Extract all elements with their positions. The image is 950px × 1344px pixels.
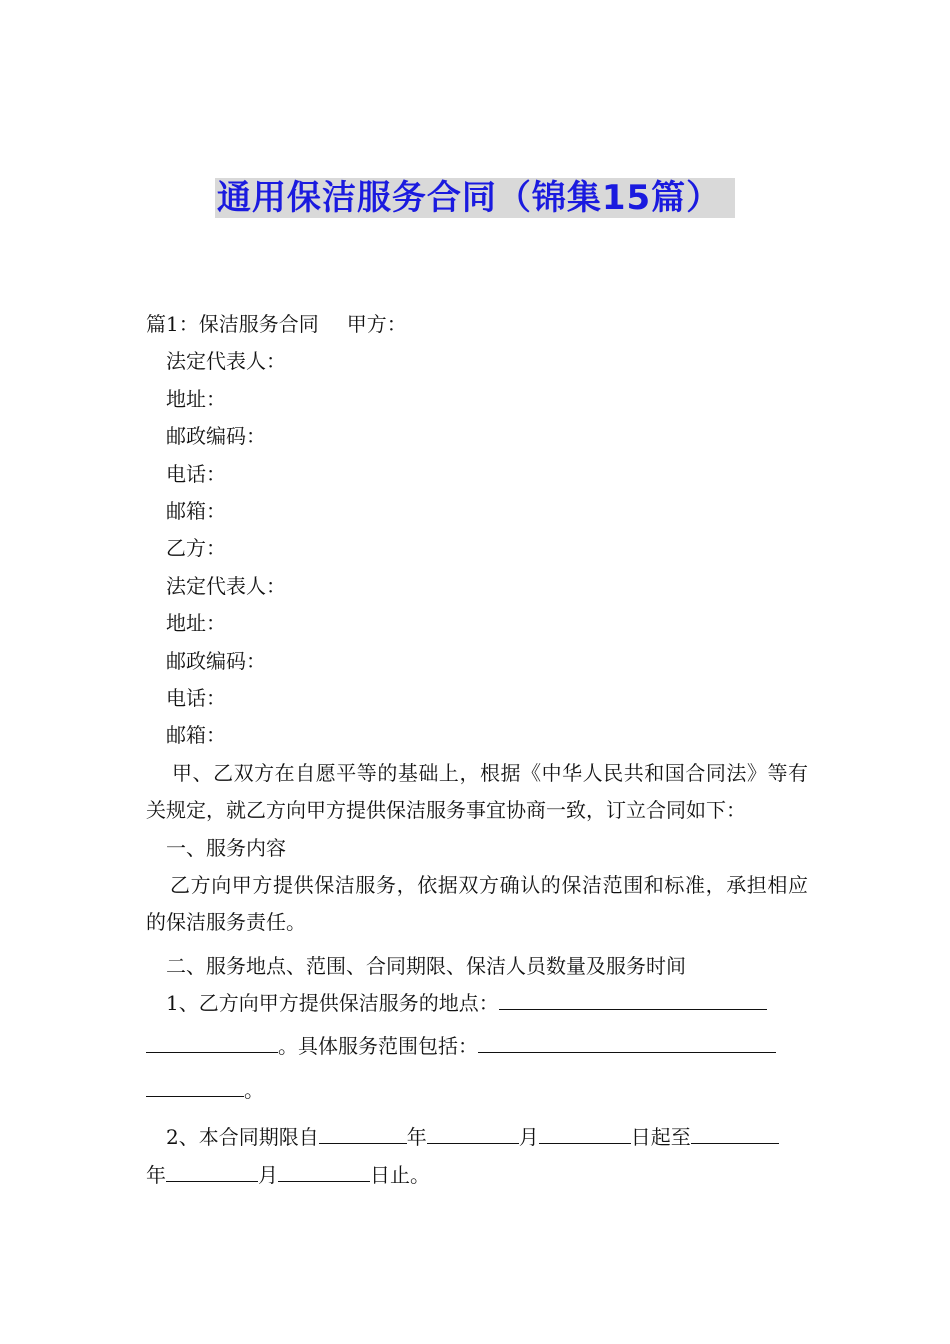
party-a-email: 邮箱： [166, 498, 226, 523]
scope-blank-cont[interactable] [146, 1072, 244, 1097]
item1-line2 [146, 1028, 808, 1065]
heading-part1: 篇1：保洁服务合同 [146, 312, 319, 336]
item2-line2 [146, 1157, 808, 1194]
location-blank-cont[interactable] [146, 1028, 278, 1053]
document-body [146, 306, 808, 1194]
document-title: 通用保洁服务合同（锦集15篇） [215, 178, 735, 218]
section1-title: 一、服务内容 [166, 835, 286, 860]
party-b-email: 邮箱： [166, 723, 226, 748]
item2-year2: 年 [146, 1162, 166, 1187]
heading-party-a: 甲方： [346, 312, 407, 336]
item2-line1 [146, 1119, 808, 1156]
party-b-phone: 电话： [166, 685, 226, 710]
party-b-postcode: 邮政编码： [166, 648, 266, 673]
item1-mid: 。具体服务范围包括： [278, 1034, 478, 1059]
intro-paragraph: 甲、乙双方在自愿平等的基础上，根据《中华人民共和国合同法》等有关规定，就乙方向甲方提供保洁服务事宜协商一致，订立合同如下： [146, 760, 808, 823]
party-a-postcode: 邮政编码： [166, 424, 266, 449]
party-b-label: 乙方： [166, 536, 226, 561]
party-b-address: 地址： [166, 611, 226, 636]
item2-month2: 月 [258, 1162, 278, 1187]
item1-line3 [146, 1072, 808, 1109]
title-container [0, 178, 950, 218]
item2-prefix: 2、本合同期限自 [166, 1125, 319, 1150]
item1-prefix: 1、乙方向甲方提供保洁服务的地点： [166, 991, 499, 1016]
end-year-blank[interactable] [691, 1119, 779, 1144]
party-a-address: 地址： [166, 386, 226, 411]
scope-blank[interactable] [478, 1028, 776, 1053]
party-a-phone: 电话： [166, 461, 226, 486]
end-day-blank[interactable] [278, 1157, 370, 1182]
party-b-rep: 法定代表人： [166, 573, 286, 598]
item2-year: 年 [406, 1125, 427, 1150]
item2-month: 月 [518, 1125, 539, 1150]
start-day-blank[interactable] [539, 1119, 631, 1144]
start-year-blank[interactable] [319, 1119, 407, 1144]
item2-end: 日止。 [370, 1162, 430, 1187]
section1-paragraph: 乙方向甲方提供保洁服务，依据双方确认的保洁范围和标准，承担相应的保洁服务责任。 [146, 872, 808, 935]
item1-end: 。 [244, 1077, 264, 1102]
section-heading [146, 306, 808, 343]
item2-day-to: 日起至 [630, 1125, 691, 1150]
start-month-blank[interactable] [427, 1119, 519, 1144]
location-blank[interactable] [499, 985, 767, 1010]
section2-title: 二、服务地点、范围、合同期限、保洁人员数量及服务时间 [166, 953, 686, 978]
end-month-blank[interactable] [166, 1157, 258, 1182]
item1-line1 [146, 985, 808, 1022]
party-a-rep: 法定代表人： [166, 349, 286, 374]
